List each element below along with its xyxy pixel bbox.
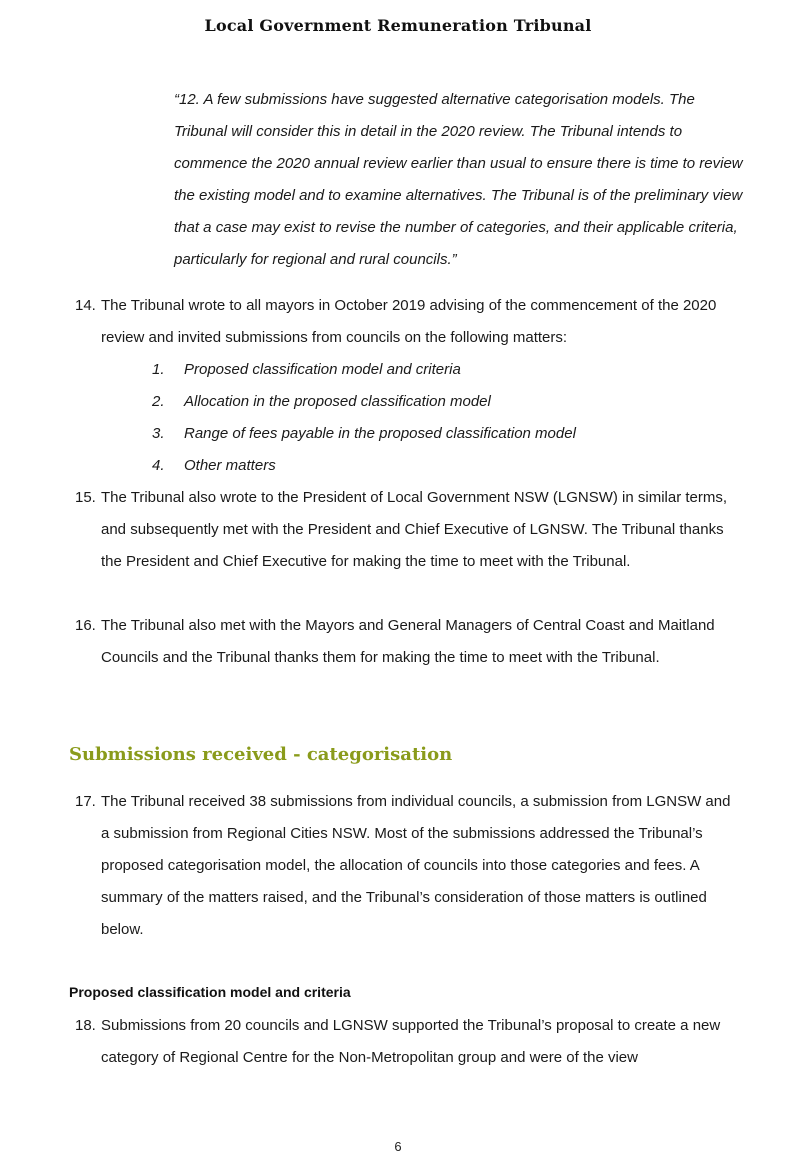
- paragraph-number: 16.: [75, 617, 96, 634]
- quoted-excerpt: “12. A few submissions have suggested alternative categorisation models. The Tribunal will consider this in detail in the 2020 review. The Tribunal intends to commence the 2020 annual review earlier than usual to ensure there is time to review the existing model and to examine alternatives. The Tribunal is of the preliminary view that a case may exist to revise the number of categories, and their applicable criteria, particularly for regional and rural councils.”: [174, 91, 743, 268]
- page-number: 6: [394, 1139, 402, 1154]
- list-item: 1. Proposed classification model and criteria: [152, 361, 461, 378]
- list-item: 4. Other matters: [152, 457, 276, 474]
- paragraph-text: The Tribunal received 38 submissions from individual councils, a submission from LGNSW and a submission from Regional Cities NSW. Most of the submissions addressed the Tribunal’s proposed categorisation model, the allocation of councils into those categories and fees. A summary of the matters raised, and the Tribunal’s consideration of those matters is outlined below.: [101, 793, 731, 938]
- sub-heading: Proposed classification model and criteria: [69, 984, 351, 1000]
- paragraph-number: 18.: [75, 1017, 96, 1034]
- paragraph-text: The Tribunal also wrote to the President of Local Government NSW (LGNSW) in similar terms, and subsequently met with the President and Chief Executive of LGNSW. The Tribunal thanks the President and Chief Executive for making the time to meet with the Tribunal.: [101, 489, 728, 570]
- list-item: 3. Range of fees payable in the proposed classification model: [152, 425, 576, 442]
- section-heading: Submissions received - categorisation: [69, 744, 453, 765]
- paragraph-text: The Tribunal also met with the Mayors and General Managers of Central Coast and Maitland Councils and the Tribunal thanks them for making the time to meet with the Tribunal.: [101, 617, 715, 666]
- matters-list: [0, 354, 796, 482]
- page-header-title: Local Government Remuneration Tribunal: [204, 16, 592, 35]
- list-item: 2. Allocation in the proposed classification model: [152, 393, 491, 410]
- paragraph-number: 14.: [75, 297, 96, 314]
- paragraph-number: 17.: [75, 793, 96, 810]
- paragraph-text: Submissions from 20 councils and LGNSW supported the Tribunal’s proposal to create a new category of Regional Centre for the Non-Metropolitan group and were of the view: [101, 1017, 721, 1066]
- paragraph-number: 15.: [75, 489, 96, 506]
- paragraph-text: The Tribunal wrote to all mayors in October 2019 advising of the commencement of the 2020 review and invited submissions from councils on the following matters:: [101, 297, 717, 346]
